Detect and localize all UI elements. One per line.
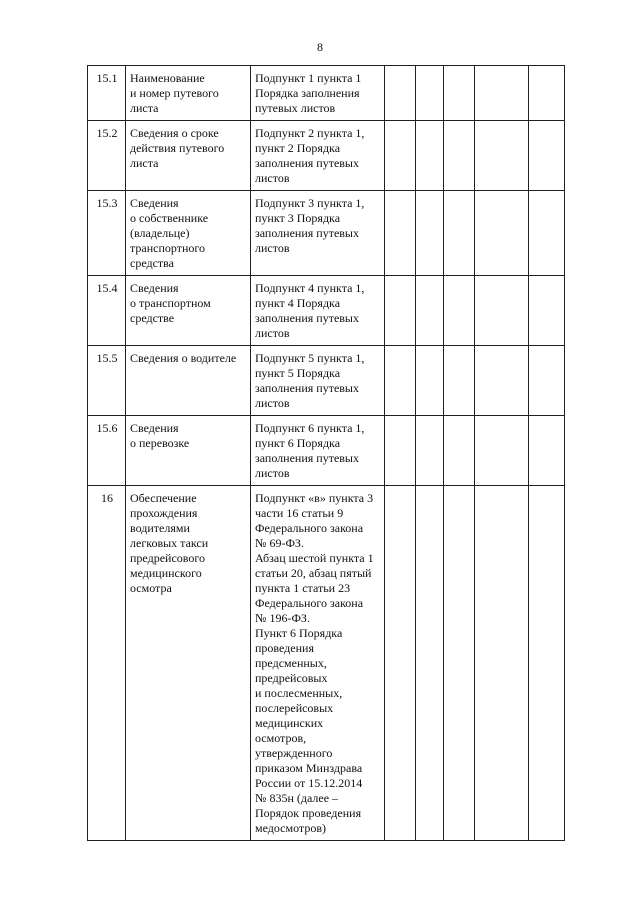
table-body [88, 66, 565, 841]
empty-cell [416, 346, 444, 416]
legal-basis-line: заполнения путевых [255, 226, 359, 240]
empty-cell [475, 191, 529, 276]
empty-cell [444, 66, 475, 121]
requirement-name-line: о собственнике [130, 211, 209, 225]
requirement-name-line: Сведения [130, 281, 179, 295]
legal-basis [251, 486, 385, 841]
legal-basis-line: предрейсовых [255, 671, 328, 685]
page-number: 8 [317, 40, 323, 54]
requirement-name-line: водителями [130, 521, 190, 535]
empty-cell [444, 486, 475, 841]
legal-basis-line: заполнения путевых [255, 381, 359, 395]
empty-cell [385, 191, 416, 276]
legal-basis-line: № 835н (далее – [255, 791, 339, 805]
requirement-name-line: действия путевого [130, 141, 225, 155]
row-number: 15.1 [88, 66, 126, 121]
row-number: 15.4 [88, 276, 126, 346]
legal-basis-line: статьи 20, абзац пятый [255, 566, 372, 580]
legal-basis-line: пункта 1 статьи 23 [255, 581, 351, 595]
legal-basis-line: листов [255, 326, 290, 340]
empty-cell [385, 276, 416, 346]
legal-basis-line: России от 15.12.2014 [255, 776, 363, 790]
legal-basis-line: части 16 статьи 9 [255, 506, 344, 520]
legal-basis-line: № 196-ФЗ. [255, 611, 310, 625]
legal-basis [251, 121, 385, 191]
requirement-name [126, 66, 251, 121]
row-number: 15.2 [88, 121, 126, 191]
legal-basis [251, 346, 385, 416]
legal-basis [251, 276, 385, 346]
requirement-name-line: средстве [130, 311, 175, 325]
requirement-name [126, 346, 251, 416]
table-row [88, 486, 565, 841]
legal-basis-line: Подпункт 2 пункта 1, [255, 126, 365, 140]
requirement-name [126, 276, 251, 346]
empty-cell [416, 66, 444, 121]
legal-basis-line: медицинских [255, 716, 324, 730]
requirement-name-line: осмотра [130, 581, 172, 595]
empty-cell [529, 346, 565, 416]
legal-basis-line: листов [255, 396, 290, 410]
requirement-name-line: Сведения [130, 196, 179, 210]
legal-basis-line: пункт 3 Порядка [255, 211, 341, 225]
legal-basis-line: осмотров, [255, 731, 307, 745]
legal-basis-line: медосмотров) [255, 821, 326, 835]
legal-basis-line: № 69-ФЗ. [255, 536, 304, 550]
legal-basis-line: заполнения путевых [255, 156, 359, 170]
legal-basis-line: приказом Минздрава [255, 761, 363, 775]
requirement-name-line: и номер путевого [130, 86, 219, 100]
legal-basis [251, 66, 385, 121]
requirement-name-line: Сведения о водителе [130, 351, 237, 365]
legal-basis-line: листов [255, 241, 290, 255]
empty-cell [416, 276, 444, 346]
requirement-name-line: легковых такси [130, 536, 209, 550]
legal-basis-line: проведения [255, 641, 314, 655]
row-number: 15.6 [88, 416, 126, 486]
empty-cell [475, 486, 529, 841]
table-row [88, 191, 565, 276]
legal-basis-line: Абзац шестой пункта 1 [255, 551, 374, 565]
legal-basis-line: листов [255, 466, 290, 480]
empty-cell [416, 416, 444, 486]
legal-basis-line: и послесменных, [255, 686, 343, 700]
requirement-name-line: транспортного [130, 241, 206, 255]
legal-basis-line: Порядок проведения [255, 806, 362, 820]
empty-cell [416, 191, 444, 276]
requirement-name-line: Обеспечение [130, 491, 197, 505]
legal-basis-line: предсменных, [255, 656, 327, 670]
empty-cell [385, 121, 416, 191]
empty-cell [444, 191, 475, 276]
empty-cell [475, 66, 529, 121]
empty-cell [444, 416, 475, 486]
empty-cell [444, 276, 475, 346]
requirement-name [126, 191, 251, 276]
legal-basis-line: листов [255, 171, 290, 185]
empty-cell [529, 121, 565, 191]
legal-basis-line: Подпункт 4 пункта 1, [255, 281, 365, 295]
legal-basis-line: Федерального закона [255, 596, 364, 610]
empty-cell [385, 66, 416, 121]
row-number: 15.5 [88, 346, 126, 416]
empty-cell [529, 276, 565, 346]
empty-cell [416, 486, 444, 841]
table-row [88, 346, 565, 416]
legal-basis-line: утвержденного [255, 746, 333, 760]
requirement-name-line: (владельце) [130, 226, 190, 240]
requirements-table [87, 65, 565, 841]
empty-cell [475, 276, 529, 346]
legal-basis [251, 416, 385, 486]
empty-cell [475, 121, 529, 191]
empty-cell [385, 346, 416, 416]
legal-basis-line: Подпункт 5 пункта 1, [255, 351, 365, 365]
table-row [88, 66, 565, 121]
requirement-name-line: медицинского [130, 566, 202, 580]
requirement-name-line: листа [130, 156, 159, 170]
requirement-name [126, 486, 251, 841]
empty-cell [475, 346, 529, 416]
requirement-name-line: предрейсового [130, 551, 205, 565]
requirement-name [126, 121, 251, 191]
empty-cell [385, 416, 416, 486]
legal-basis-line: Подпункт 1 пункта 1 [255, 71, 362, 85]
legal-basis-line: Подпункт 3 пункта 1, [255, 196, 365, 210]
requirement-name-line: Сведения о сроке [130, 126, 219, 140]
legal-basis [251, 191, 385, 276]
empty-cell [416, 121, 444, 191]
requirement-name-line: о перевозке [130, 436, 190, 450]
empty-cell [444, 346, 475, 416]
legal-basis-line: пункт 6 Порядка [255, 436, 341, 450]
legal-basis-line: пункт 2 Порядка [255, 141, 341, 155]
legal-basis-line: пункт 5 Порядка [255, 366, 341, 380]
row-number: 15.3 [88, 191, 126, 276]
row-number: 16 [88, 486, 126, 841]
empty-cell [475, 416, 529, 486]
requirement-name-line: о транспортном [130, 296, 211, 310]
requirement-name-line: прохождения [130, 506, 198, 520]
legal-basis-line: Подпункт 6 пункта 1, [255, 421, 365, 435]
empty-cell [529, 416, 565, 486]
table-row [88, 121, 565, 191]
requirement-name-line: листа [130, 101, 159, 115]
legal-basis-line: заполнения путевых [255, 311, 359, 325]
empty-cell [385, 486, 416, 841]
legal-basis-line: Порядка заполнения [255, 86, 360, 100]
requirement-name-line: Наименование [130, 71, 205, 85]
empty-cell [529, 191, 565, 276]
empty-cell [444, 121, 475, 191]
legal-basis-line: пункт 4 Порядка [255, 296, 341, 310]
legal-basis-line: заполнения путевых [255, 451, 359, 465]
legal-basis-line: Подпункт «в» пункта 3 [255, 491, 374, 505]
legal-basis-line: послерейсовых [255, 701, 334, 715]
table-row [88, 416, 565, 486]
legal-basis-line: путевых листов [255, 101, 336, 115]
legal-basis-line: Пункт 6 Порядка [255, 626, 343, 640]
table-row [88, 276, 565, 346]
requirement-name [126, 416, 251, 486]
requirement-name-line: средства [130, 256, 175, 270]
empty-cell [529, 66, 565, 121]
requirement-name-line: Сведения [130, 421, 179, 435]
empty-cell [529, 486, 565, 841]
legal-basis-line: Федерального закона [255, 521, 364, 535]
